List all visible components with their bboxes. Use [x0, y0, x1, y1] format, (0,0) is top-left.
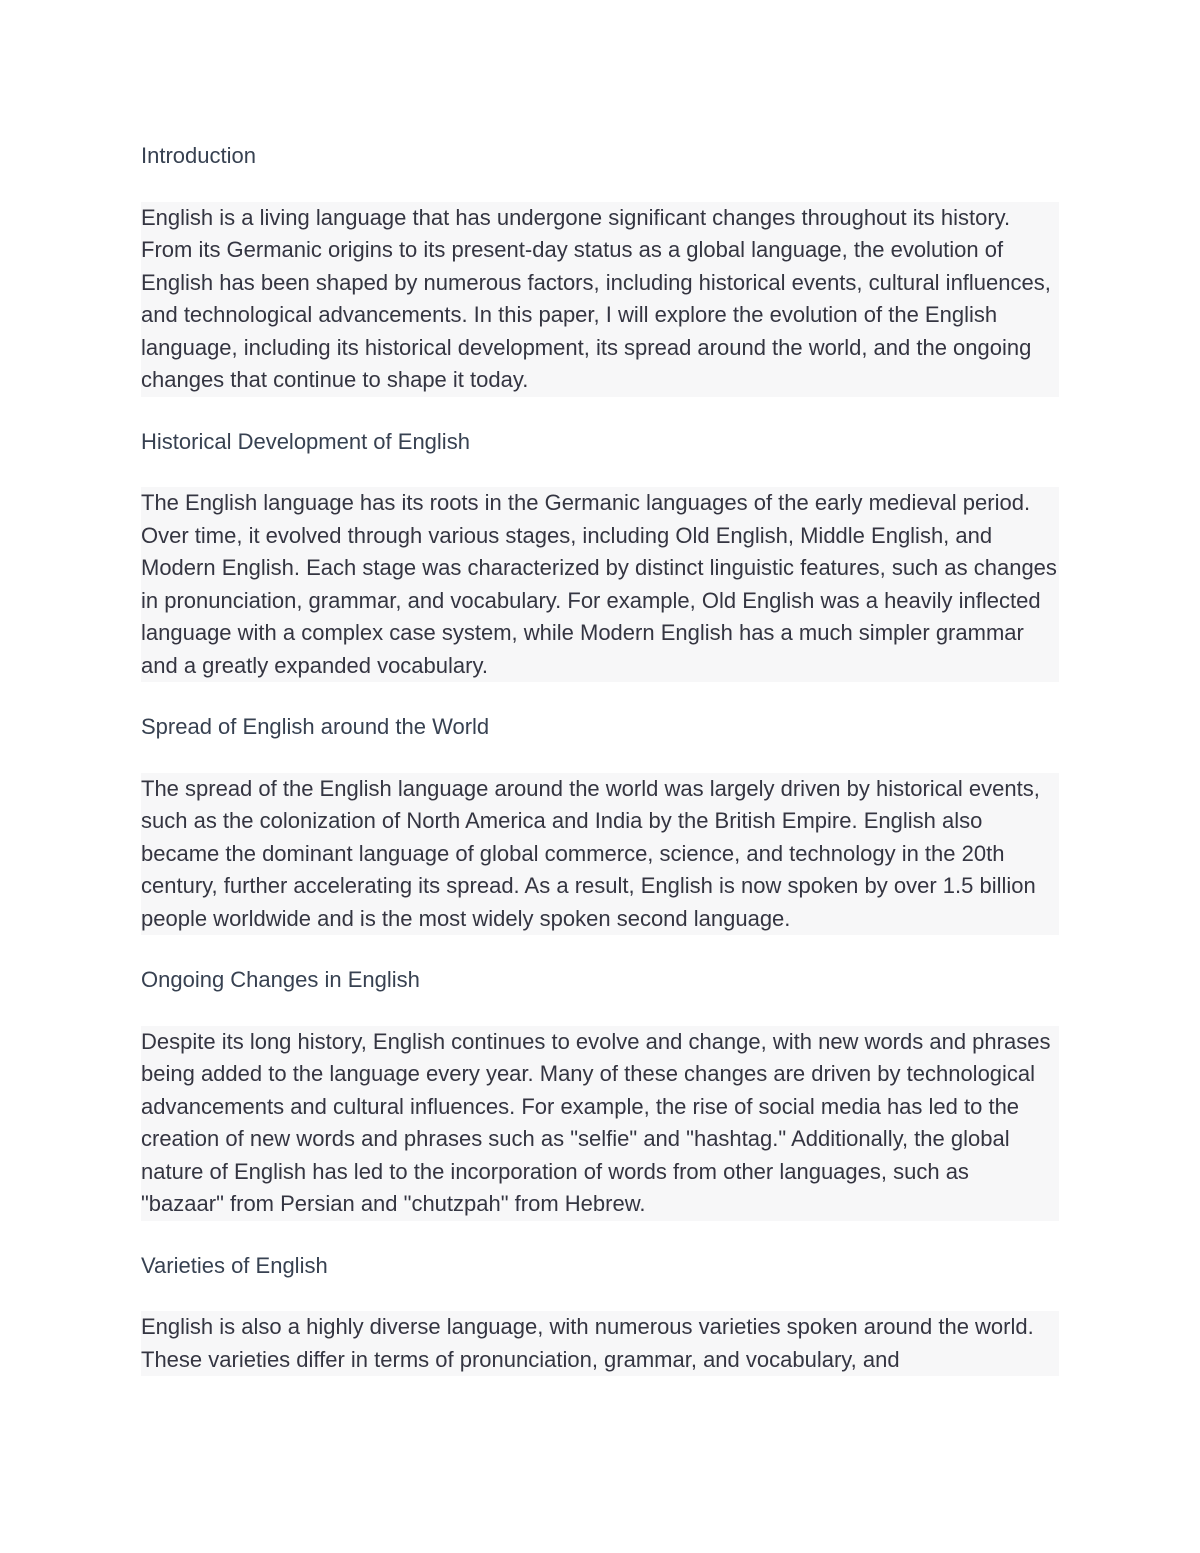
section-heading-varieties: Varieties of English	[141, 1252, 328, 1278]
section-body-introduction: English is a living language that has undergone significant changes throughout its history. From its Germanic origins to its present-day status as a global language, the evolution of English has been shaped by numerous factors, including historical events, cultural influences, and technological advancements. In this paper, I will explore the evolution of the English language, including its historical development, its spread around the world, and the ongoing changes that continue to shape it today.	[141, 202, 1059, 397]
section-heading-historical-development: Historical Development of English	[141, 428, 470, 454]
section-heading-spread: Spread of English around the World	[141, 714, 490, 739]
section-body-ongoing-changes: Despite its long history, English continues to evolve and change, with new words and phrases being added to the language every year. Many of these changes are driven by technological advancements and cultural influences. For example, the rise of social media has led to the creation of new words and phrases such as "selfie" and "hashtag." Additionally, the global nature of English has led to the incorporation of words from other languages, such as "bazaar" from Persian and "chutzpah" from Hebrew.	[141, 1026, 1059, 1221]
document-page	[141, 140, 1059, 1376]
section-body-spread: The spread of the English language around the world was largely driven by historical events, such as the colonization of North America and India by the British Empire. English also became the dominant language of global commerce, science, and technology in the 20th century, further accelerating its spread. As a result, English is now spoken by over 1.5 billion people worldwide and is the most widely spoken second language.	[141, 773, 1059, 936]
section-body-varieties: English is also a highly diverse language, with numerous varieties spoken around the world. These varieties differ in terms of pronunciation, grammar, and vocabulary, and	[141, 1311, 1059, 1376]
section-heading-ongoing-changes: Ongoing Changes in English	[141, 967, 420, 992]
section-body-historical-development: The English language has its roots in the Germanic languages of the early medieval period. Over time, it evolved through various stages, including Old English, Middle English, and Modern English. Each stage was characterized by distinct linguistic features, such as changes in pronunciation, grammar, and vocabulary. For example, Old English was a heavily inflected language with a complex case system, while Modern English has a much simpler grammar and a greatly expanded vocabulary.	[141, 487, 1059, 682]
section-heading-introduction: Introduction	[141, 143, 256, 168]
